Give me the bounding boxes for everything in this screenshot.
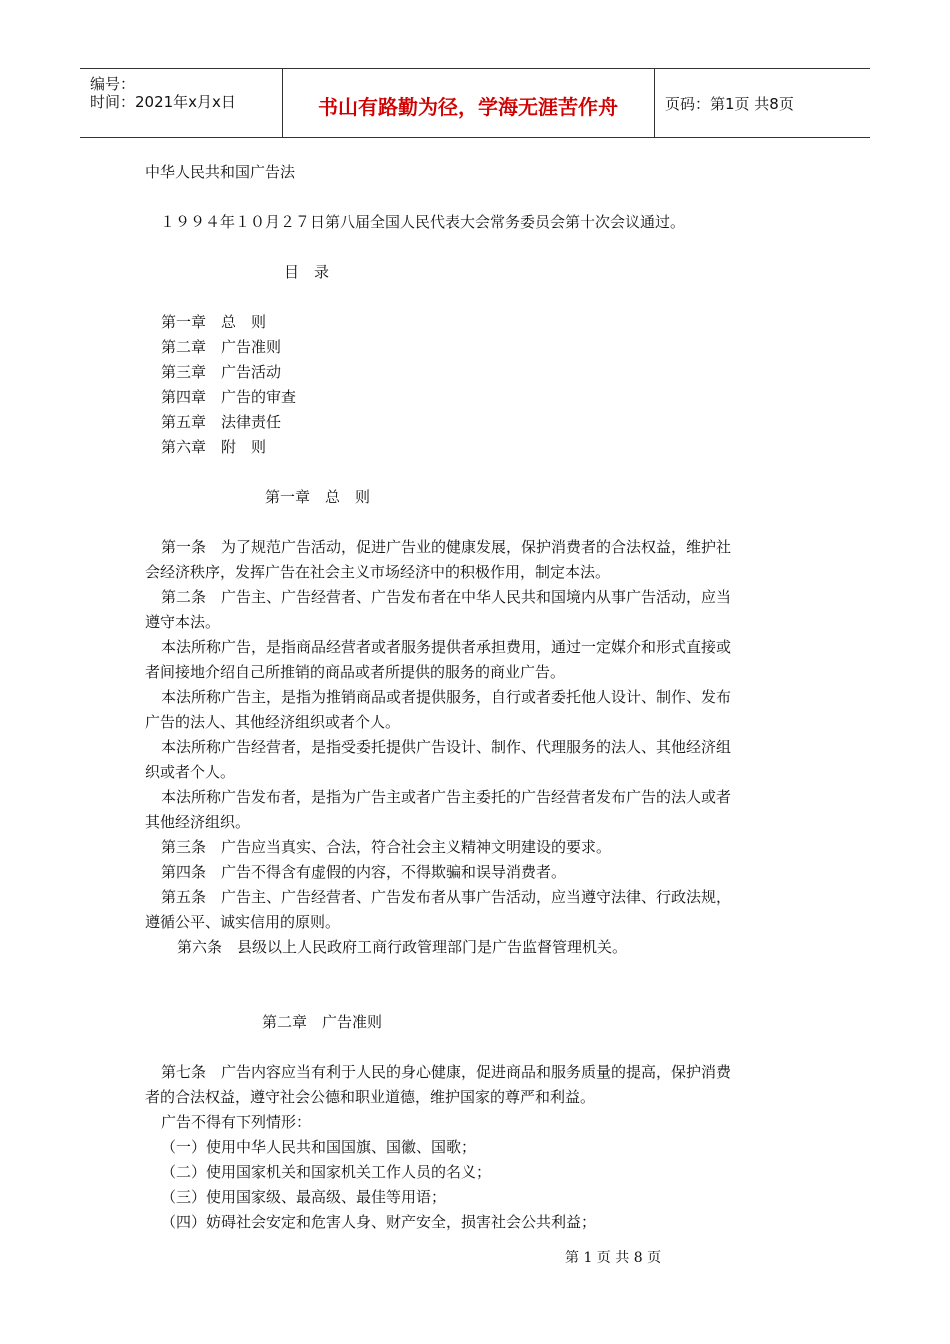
article-line: 第四条 广告不得含有虚假的内容，不得欺骗和误导消费者。 <box>161 863 567 881</box>
article-line: 会经济秩序，发挥广告在社会主义市场经济中的积极作用，制定本法。 <box>145 563 611 581</box>
article-line: （一）使用中华人民共和国国旗、国徽、国歌； <box>161 1138 477 1156</box>
toc-item: 第五章 法律责任 <box>161 413 282 431</box>
article-line: 者间接地介绍自己所推销的商品或者所提供的服务的商业广告。 <box>145 663 566 681</box>
chapter-heading: 第二章 广告准则 <box>262 1013 383 1031</box>
adoption-note: １９９４年１０月２７日第八届全国人民代表大会常务委员会第十次会议通过。 <box>160 213 686 231</box>
article-line: 本法所称广告发布者，是指为广告主或者广告主委托的广告经营者发布广告的法人或者 <box>161 788 732 806</box>
header-meta-cell <box>80 69 283 137</box>
article-line: 其他经济组织。 <box>145 813 251 831</box>
article-line: 本法所称广告，是指商品经营者或者服务提供者承担费用，通过一定媒介和形式直接或 <box>161 638 732 656</box>
toc-heading: 目 录 <box>284 263 330 281</box>
article-line: （四）妨碍社会安定和危害人身、财产安全，损害社会公共利益； <box>161 1213 597 1231</box>
header-page-number: 页码：第1页 共8页 <box>665 95 794 113</box>
toc-item: 第四章 广告的审查 <box>161 388 297 406</box>
chapter-heading: 第一章 总 则 <box>265 488 371 506</box>
toc-item: 第二章 广告准则 <box>161 338 282 356</box>
document-time-label: 时间：2021年x月x日 <box>90 93 236 111</box>
article-line: 遵守本法。 <box>145 613 221 631</box>
page-footer: 第 1 页 共 8 页 <box>565 1250 662 1266</box>
article-line: 第六条 县级以上人民政府工商行政管理部门是广告监督管理机关。 <box>177 938 628 956</box>
article-line: 广告的法人、其他经济组织或者个人。 <box>145 713 401 731</box>
article-line: 广告不得有下列情形： <box>161 1113 312 1131</box>
toc-item: 第六章 附 则 <box>161 438 267 456</box>
header-page-cell <box>655 69 870 137</box>
article-line: 织或者个人。 <box>145 763 236 781</box>
page-header <box>80 68 870 138</box>
header-motto-cell <box>282 69 655 137</box>
toc-item: 第三章 广告活动 <box>161 363 282 381</box>
article-line: 遵循公平、诚实信用的原则。 <box>145 913 341 931</box>
toc-item: 第一章 总 则 <box>161 313 267 331</box>
article-line: 第三条 广告应当真实、合法，符合社会主义精神文明建设的要求。 <box>161 838 612 856</box>
article-line: 第五条 广告主、广告经营者、广告发布者从事广告活动，应当遵守法律、行政法规， <box>161 888 732 906</box>
article-line: 第七条 广告内容应当有利于人民的身心健康，促进商品和服务质量的提高，保护消费 <box>161 1063 732 1081</box>
article-line: 者的合法权益，遵守社会公德和职业道德，维护国家的尊严和利益。 <box>145 1088 596 1106</box>
article-line: 第一条 为了规范广告活动，促进广告业的健康发展，保护消费者的合法权益，维护社 <box>161 538 732 556</box>
article-line: 本法所称广告主，是指为推销商品或者提供服务，自行或者委托他人设计、制作、发布 <box>161 688 732 706</box>
header-motto: 书山有路勤为径，学海无涯苦作舟 <box>318 95 618 119</box>
article-line: 本法所称广告经营者，是指受委托提供广告设计、制作、代理服务的法人、其他经济组 <box>161 738 732 756</box>
article-line: （二）使用国家机关和国家机关工作人员的名义； <box>161 1163 492 1181</box>
document-number-label: 编号： <box>90 75 136 93</box>
article-line: （三）使用国家级、最高级、最佳等用语； <box>161 1188 447 1206</box>
article-line: 第二条 广告主、广告经营者、广告发布者在中华人民共和国境内从事广告活动，应当 <box>161 588 732 606</box>
document-title: 中华人民共和国广告法 <box>145 163 296 181</box>
